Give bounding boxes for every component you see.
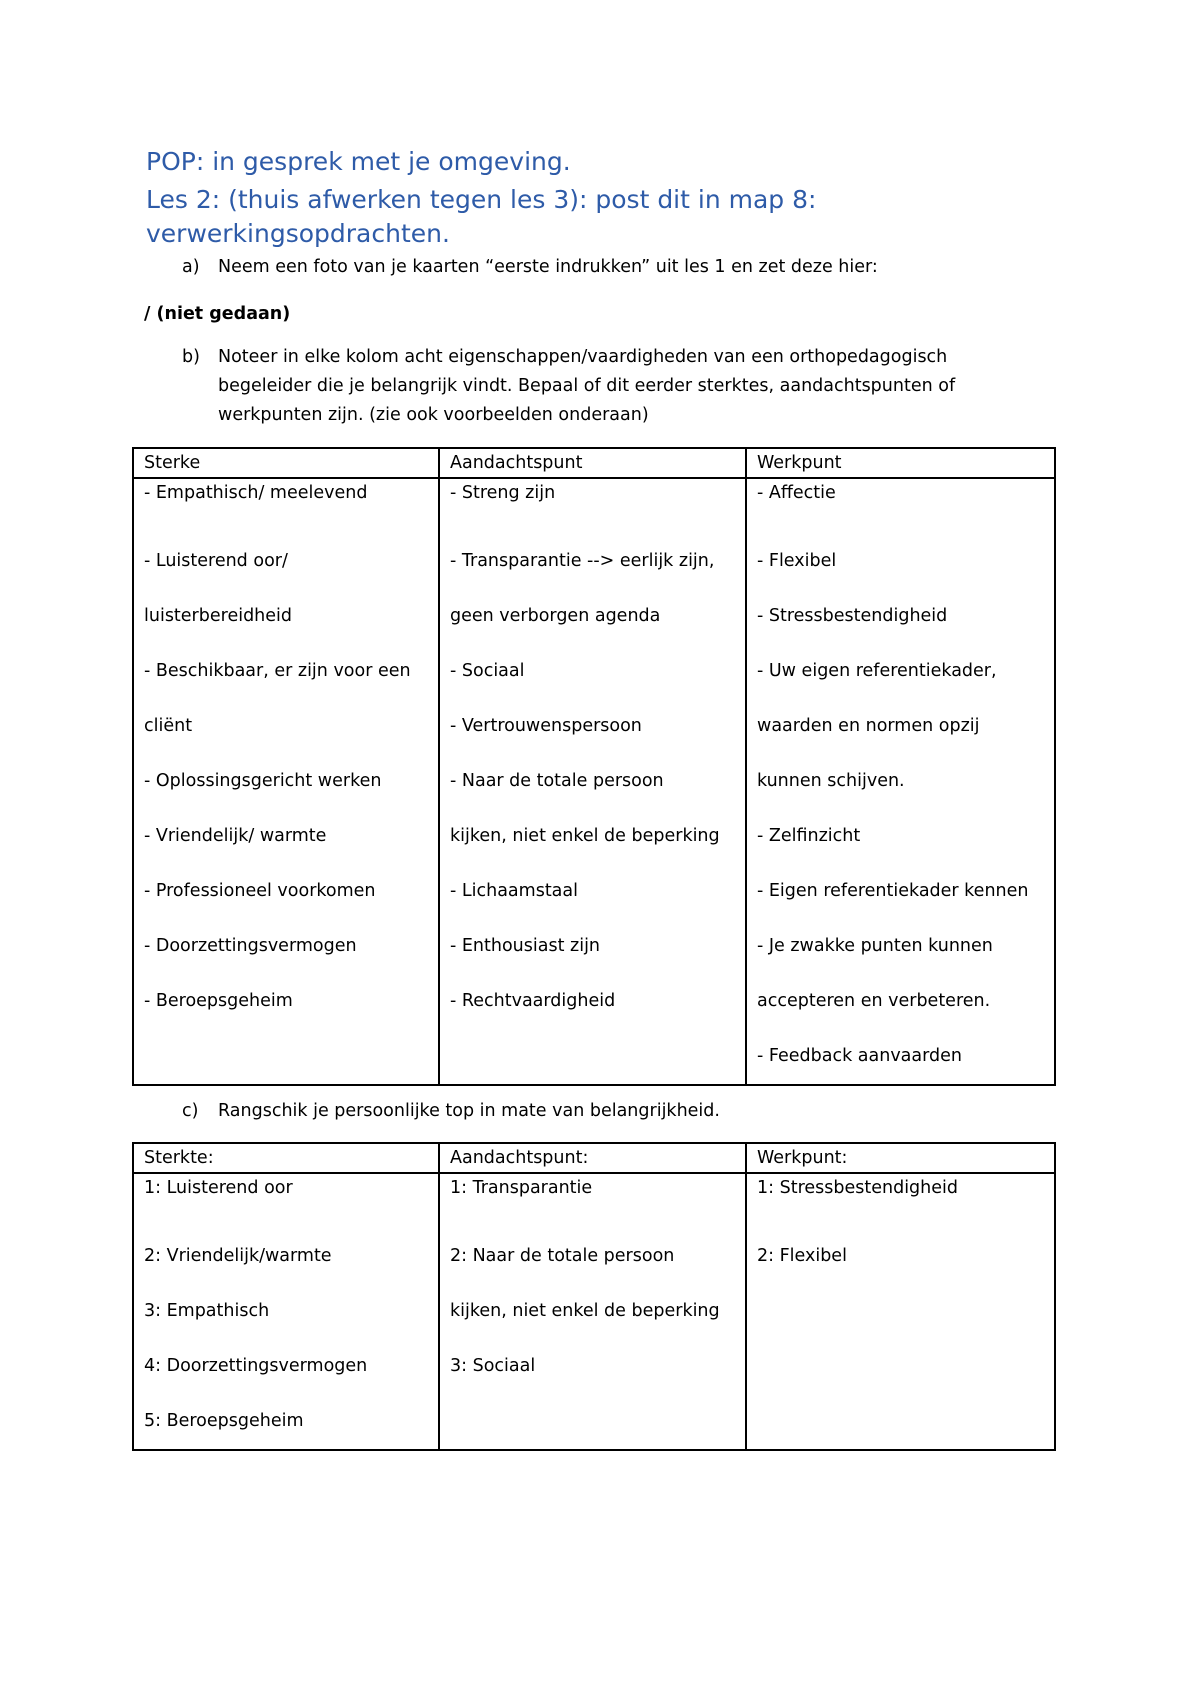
ranked-strengths-cell [133,1173,439,1450]
cell-line: kijken, niet enkel de beperking [450,1301,720,1321]
header-strengths: Sterke [133,448,439,478]
cell-line: - Flexibel [757,551,837,571]
cell-line: - Eigen referentiekader kennen [757,881,1029,901]
header-strength: Sterkte: [133,1143,439,1173]
cell-line: - Vertrouwenspersoon [450,716,642,736]
cell-line: 1: Transparantie [450,1178,593,1198]
cell-line: 3: Sociaal [450,1356,536,1376]
ranking-table [132,1142,1056,1451]
cell-line: - Empathisch/ meelevend [144,483,368,503]
cell-line: - Zelfinzicht [757,826,861,846]
cell-line: - Streng zijn [450,483,556,503]
question-c [146,1097,1046,1126]
cell-line: - Beschikbaar, er zijn voor een [144,661,411,681]
cell-line: - Rechtvaardigheid [450,991,616,1011]
cell-line: - Sociaal [450,661,525,681]
qualities-table-header-row [133,448,1055,478]
cell-line: - Luisterend oor/ [144,551,288,571]
question-a-text: Neem een foto van je kaarten “eerste indrukken” uit les 1 en zet deze hier: [218,257,878,277]
ranking-table-header-row [133,1143,1055,1173]
question-c-text: Rangschik je persoonlijke top in mate van belangrijkheid. [218,1101,720,1121]
question-a-marker: a) [182,257,200,277]
qualities-table-row [133,478,1055,1085]
cell-line: - Doorzettingsvermogen [144,936,357,956]
cell-line: kijken, niet enkel de beperking [450,826,720,846]
header-attention-points: Aandachtspunt [439,448,746,478]
question-b-marker: b) [182,347,200,367]
header-work-point: Werkpunt: [746,1143,1055,1173]
document-title: POP: in gesprek met je omgeving. [146,147,571,176]
question-b-line-2: begeleider die je belangrijk vindt. Bepaal of dit eerder sterktes, aandachtspunten of [218,376,956,396]
cell-line: - Beroepsgeheim [144,991,293,1011]
cell-line: - Vriendelijk/ warmte [144,826,327,846]
question-b [146,343,1046,430]
cell-line: 3: Empathisch [144,1301,270,1321]
cell-line: 2: Flexibel [757,1246,847,1266]
cell-line: 5: Beroepsgeheim [144,1411,304,1431]
cell-line: 4: Doorzettingsvermogen [144,1356,368,1376]
ranking-table-row [133,1173,1055,1450]
question-a [146,253,1046,282]
ranked-attention-points-cell [439,1173,746,1450]
work-points-cell [746,478,1055,1085]
cell-line: - Transparantie --> eerlijk zijn, [450,551,715,571]
cell-line: accepteren en verbeteren. [757,991,991,1011]
cell-line: 2: Vriendelijk/warmte [144,1246,332,1266]
document-subtitle-line-2: verwerkingsopdrachten. [146,219,450,248]
cell-line: waarden en normen opzij [757,716,980,736]
cell-line: - Naar de totale persoon [450,771,664,791]
cell-line: - Je zwakke punten kunnen [757,936,993,956]
cell-line: luisterbereidheid [144,606,293,626]
cell-line: - Lichaamstaal [450,881,578,901]
cell-line: - Uw eigen referentiekader, [757,661,997,681]
cell-line: - Oplossingsgericht werken [144,771,382,791]
question-b-line-3: werkpunten zijn. (zie ook voorbeelden onderaan) [218,405,649,425]
header-attention-point: Aandachtspunt: [439,1143,746,1173]
cell-line: - Enthousiast zijn [450,936,601,956]
cell-line: cliënt [144,716,193,736]
document-subtitle-line-1: Les 2: (thuis afwerken tegen les 3): post dit in map 8: [146,185,817,214]
cell-line: 1: Luisterend oor [144,1178,293,1198]
answer-a-status: / (niet gedaan) [144,304,291,324]
cell-line: - Professioneel voorkomen [144,881,376,901]
cell-line: - Stressbestendigheid [757,606,948,626]
cell-line: 1: Stressbestendigheid [757,1178,958,1198]
qualities-table [132,447,1056,1086]
ranked-work-points-cell [746,1173,1055,1450]
question-c-marker: c) [182,1101,199,1121]
header-work-points: Werkpunt [746,448,1055,478]
strengths-cell [133,478,439,1085]
cell-line: 2: Naar de totale persoon [450,1246,675,1266]
question-b-line-1: Noteer in elke kolom acht eigenschappen/vaardigheden van een orthopedagogisch [218,347,948,367]
cell-line: - Feedback aanvaarden [757,1046,962,1066]
attention-points-cell [439,478,746,1085]
cell-line: - Affectie [757,483,836,503]
cell-line: geen verborgen agenda [450,606,661,626]
cell-line: kunnen schijven. [757,771,905,791]
